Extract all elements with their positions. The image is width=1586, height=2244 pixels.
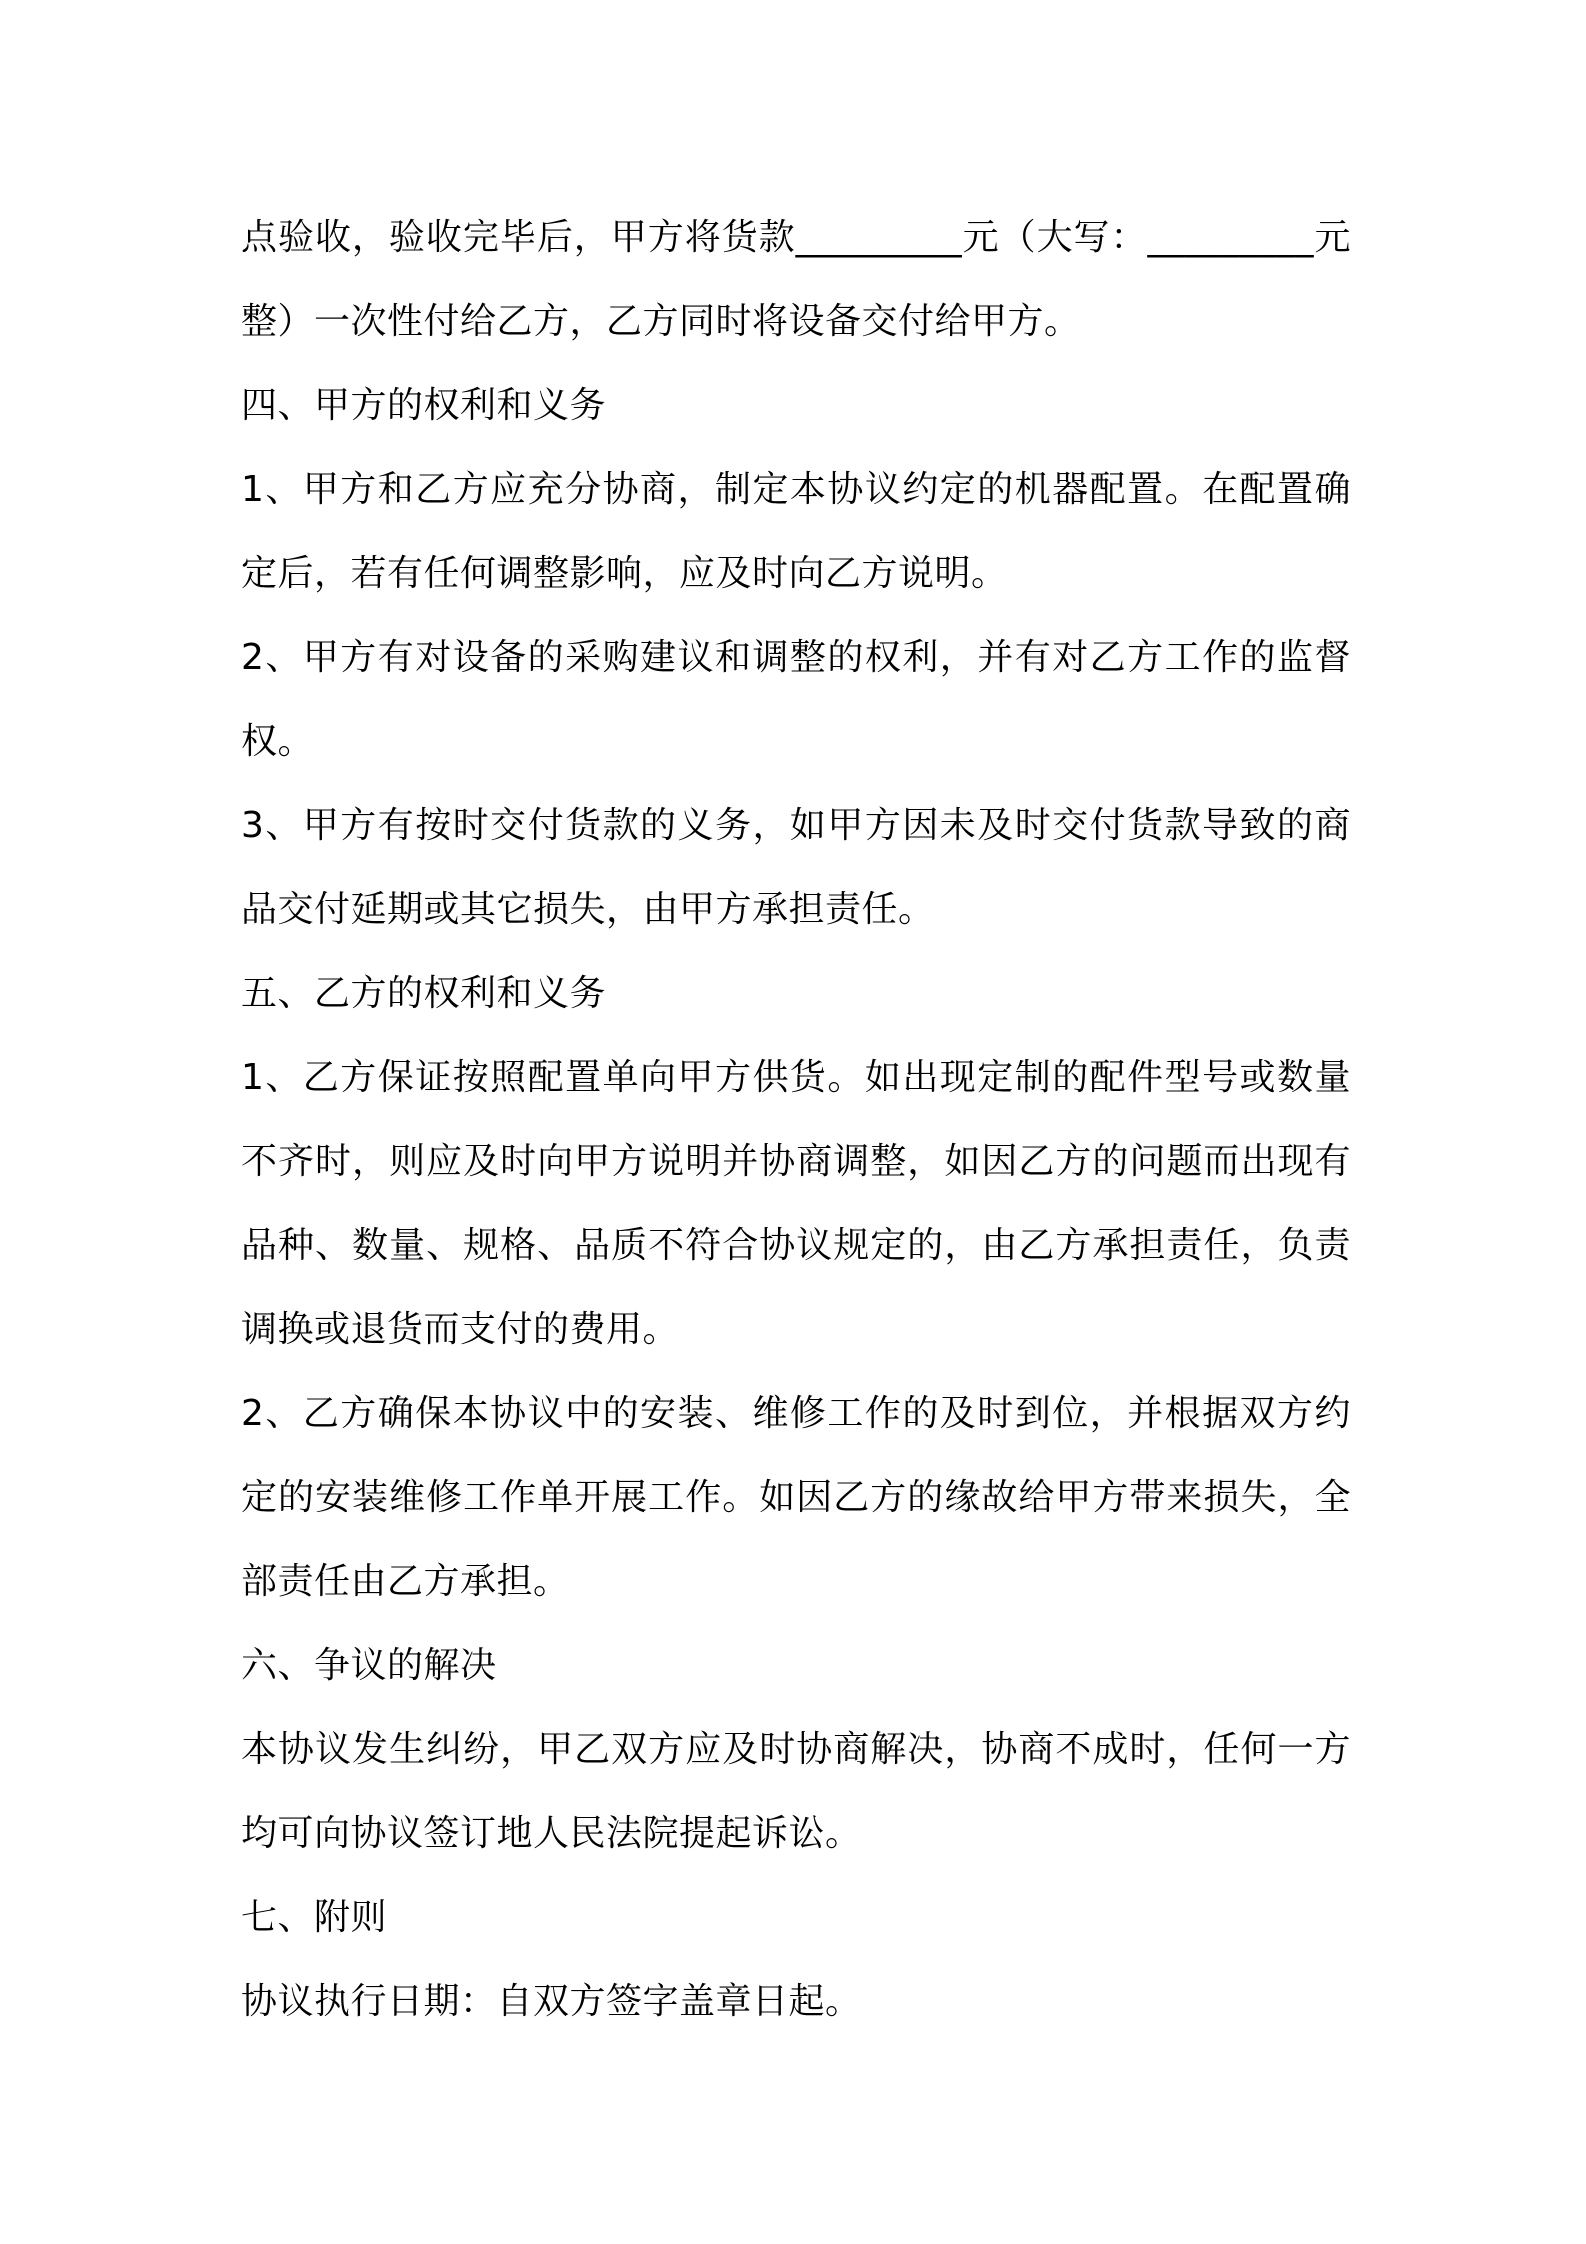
paragraph-party-a-item-1: 1、甲方和乙方应充分协商，制定本协议约定的机器配置。在配置确定后，若有任何调整影响，应及时向乙方说明。 — [241, 469, 1351, 594]
paragraph-payment-terms: 点验收，验收完毕后，甲方将货款_________元（大写：_________元整）一次性付给乙方，乙方同时将设备交付给甲方。 — [241, 217, 1351, 342]
paragraph-party-a-item-2: 2、甲方有对设备的采购建议和调整的权利，并有对乙方工作的监督权。 — [241, 637, 1351, 762]
document-body — [241, 196, 1351, 2044]
paragraph-party-b-item-1: 1、乙方保证按照配置单向甲方供货。如出现定制的配件型号或数量不齐时，则应及时向甲方说明并协商调整，如因乙方的问题而出现有品种、数量、规格、品质不符合协议规定的，由乙方承担责任，负责调换或退货而支付的费用。 — [241, 1057, 1351, 1350]
paragraph-party-b-item-2: 2、乙方确保本协议中的安装、维修工作的及时到位，并根据双方约定的安装维修工作单开展工作。如因乙方的缘故给甲方带来损失，全部责任由乙方承担。 — [241, 1393, 1351, 1602]
heading-dispute-resolution: 六、争议的解决 — [241, 1645, 497, 1686]
heading-party-b-rights: 五、乙方的权利和义务 — [241, 973, 607, 1014]
paragraph-effective-date: 协议执行日期：自双方签字盖章日起。 — [241, 1981, 862, 2022]
paragraph-dispute-resolution: 本协议发生纠纷，甲乙双方应及时协商解决，协商不成时，任何一方均可向协议签订地人民法院提起诉讼。 — [241, 1729, 1351, 1854]
heading-supplementary: 七、附则 — [241, 1897, 388, 1938]
heading-party-a-rights: 四、甲方的权利和义务 — [241, 385, 607, 426]
paragraph-party-a-item-3: 3、甲方有按时交付货款的义务，如甲方因未及时交付货款导致的商品交付延期或其它损失，由甲方承担责任。 — [241, 805, 1351, 930]
